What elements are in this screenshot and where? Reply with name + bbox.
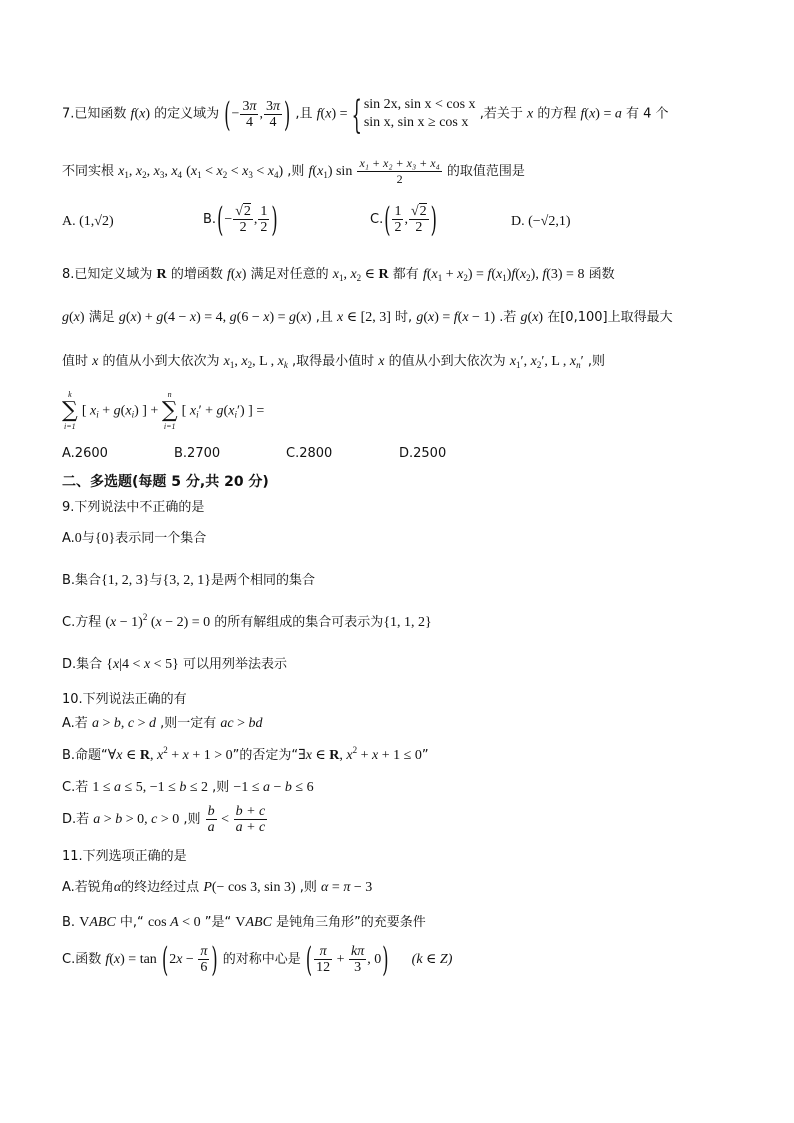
q9-option-b[interactable]: B.集合{1, 2, 3}与{3, 2, 1}是两个相同的集合 [62, 573, 315, 588]
q11-option-c[interactable]: C.函数 f(x) = tan (2x − $\frac{\pi}{6}$ ) 的对称中心是 ( $\frac{\pi}{12}$ + $\frac{k\pi}{3}$ , 0) (k ∈ Z) [62, 939, 453, 980]
q8-option-c[interactable]: C.2800 [286, 446, 333, 461]
q7-option-b[interactable]: B.(− $\frac{√2}{2}$ , $\frac{1}{2}$ ) [203, 199, 278, 240]
q7-option-c[interactable]: C.( $\frac{1}{2}$ , $\frac{√2}{2}$ ) [370, 199, 437, 240]
q7-option-a[interactable]: A. (1,√2) [62, 214, 114, 229]
q10-option-b[interactable]: B.命题“∀x ∈ R, $x^2 + x + 1 > 0$”的否定为“∃x ∈ R, $x^2 + x + 1 \le 0$” [62, 745, 429, 763]
q8-sum-expression: k ∑ i=1 [ $x_i + g(x_i)$ ] + n ∑ i=1 [ $x_i' + g(x_i')$ ] = [62, 390, 265, 431]
q11-stem: 11.下列选项正确的是 [62, 849, 187, 864]
q7-line2: 不同实根 $x_1$, $x_2$, $x_3$, $x_4$ $(x_1 < x_2 < x_3 < x_4)$ ,则 $f(x_1)$ sin $\frac{\text{x₁ + x₂ + x₃ + x₄}}{2}$ 的取值范围是 [62, 156, 525, 186]
q8-option-d[interactable]: D.2500 [399, 446, 447, 461]
q11-option-b[interactable]: B. VABC 中,“ cos A < 0 ”是“ VABC 是钝角三角形”的充要条件 [62, 915, 426, 930]
q7-option-d[interactable]: D. (−√2,1) [511, 214, 571, 229]
q7-domain-left: $\frac{3\pi}{4}$ [242, 98, 257, 130]
q9-option-c[interactable]: C.方程 $(x - 1)^2$ (x − 2) = 0 的所有解组成的集合可表示为{1, 1, 2} [62, 612, 432, 630]
q8-option-b[interactable]: B.2700 [174, 446, 221, 461]
q8-line3: 值时 x 的值从小到大依次为 $x_1$, $x_2$, L , $x_k$ ,取得最小值时 x 的值从小到大依次为 $x_1'$, $x_2'$, L , $x_n'$ ,则 [62, 354, 605, 370]
q10-option-c[interactable]: C.若 1 ≤ a ≤ 5, −1 ≤ b ≤ 2 ,则 −1 ≤ a − b ≤ 6 [62, 780, 314, 795]
q9-option-d[interactable]: D.集合 {x|4 < x < 5} 可以用列举法表示 [62, 657, 287, 672]
q7-line1: 7.已知函数 f(x) 的定义域为 (− $\frac{3\pi}{4}$ , $\frac{3\pi}{4}$ ) ,且 f(x) = { sin 2x, sin x < cos x sin x, sin x ≥ cos x ,若关于 x 的方程 f(x) = a 有 4 个 [62, 91, 669, 137]
q7-piecewise: sin 2x, sin x < cos x sin x, sin x ≥ cos x [363, 97, 476, 130]
q9-option-a[interactable]: A.0与{0}表示同一个集合 [62, 531, 207, 546]
q7-fraction: $\frac{\text{x₁ + x₂ + x₃ + x₄}}{2}$ [359, 156, 440, 186]
q10-option-d[interactable]: D.若 a > b > 0, c > 0 ,则 $\frac{b}{a}$ < $\frac{b + c}{a + c}$ [62, 804, 266, 835]
q10-stem: 10.下列说法正确的有 [62, 692, 187, 707]
q11-option-a[interactable]: A.若锐角α的终边经过点 P(− cos 3, sin 3) ,则 α = π − 3 [62, 880, 373, 895]
q10-option-a[interactable]: A.若 a > b, c > d ,则一定有 ac > bd [62, 716, 263, 731]
section-heading: 二、多选题(每题 5 分,共 20 分) [62, 474, 269, 490]
q8-option-a[interactable]: A.2600 [62, 446, 108, 461]
q8-line1: 8.已知定义域为 R 的增函数 f(x) 满足对任意的 $x_1$, $x_2$ ∈ R 都有 $f(x_1 + x_2) = f(x_1)f(x_2)$, f(3) = 8 函数 [62, 267, 615, 283]
q7-domain-right: $\frac{3\pi}{4}$ [265, 98, 280, 130]
q9-stem: 9.下列说法中不正确的是 [62, 500, 205, 515]
q8-line2: g(x) 满足 g(x) + g(4 − x) = 4, g(6 − x) = g(x) ,且 x ∈ [2, 3] 时, g(x) = f(x − 1) .若 g(x) 在[0,100]上取得最大 [62, 310, 673, 325]
